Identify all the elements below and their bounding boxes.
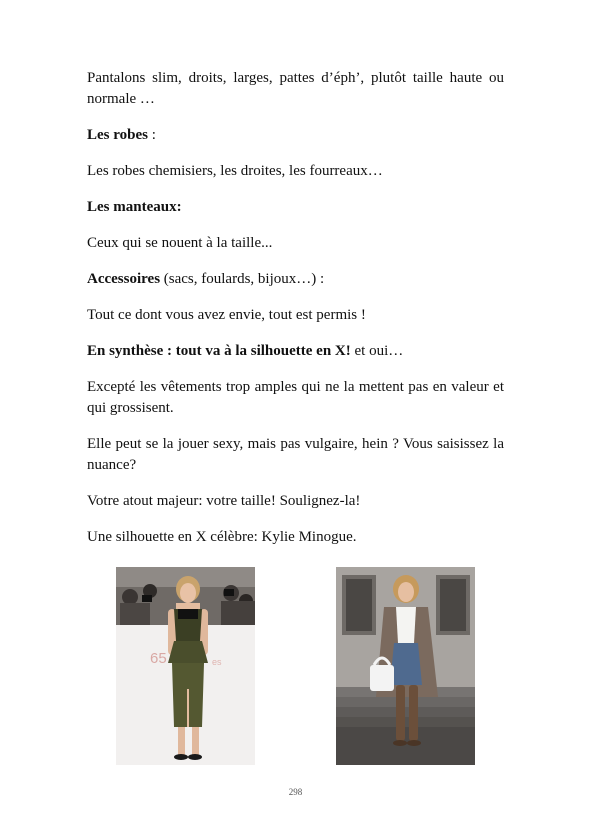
manteaux-heading: Les manteaux: <box>87 199 182 215</box>
svg-text:es: es <box>212 657 222 667</box>
paragraph-manteaux-text: Ceux qui se nouent à la taille... <box>87 235 273 251</box>
robes-heading: Les robes <box>87 127 148 143</box>
paragraph-pantalons: Pantalons slim, droits, larges, pattes d’éph’, plutôt taille haute ou normale … <box>87 70 504 107</box>
synthese-suffix: et oui… <box>350 343 404 359</box>
paragraph-atout: Votre atout majeur: votre taille! Soulignez-la! <box>87 493 361 509</box>
paragraph-sexy: Elle peut se la jouer sexy, mais pas vulgaire, hein ? Vous saisissez la nuance? <box>87 436 504 473</box>
paragraph-excepte: Excepté les vêtements trop amples qui ne la mettent pas en valeur et qui grossisent. <box>87 379 504 416</box>
paragraph-robes-text: Les robes chemisiers, les droites, les fourreaux… <box>87 163 383 179</box>
accessoires-heading: Accessoires <box>87 271 161 287</box>
backdrop-badge: 65 <box>150 650 167 667</box>
paragraph-celebre: Une silhouette en X célèbre: Kylie Minogue. <box>87 529 357 545</box>
paragraph-accessoires-text: Tout ce dont vous avez envie, tout est permis ! <box>87 307 366 323</box>
photo-olive-dress <box>116 567 255 765</box>
paragraph-accessoires-heading <box>87 269 504 290</box>
paragraph-robes-heading <box>87 125 504 146</box>
paragraph-manteaux-heading <box>87 197 504 218</box>
accessoires-suffix: (sacs, foulards, bijoux…) : <box>160 271 325 287</box>
robes-heading-suffix: : <box>147 127 156 143</box>
synthese-heading: En synthèse : tout va à la silhouette en X! <box>87 343 351 359</box>
paragraph-synthese <box>87 341 504 362</box>
page-number: 298 <box>288 787 303 797</box>
photo-denim-skirt <box>336 567 475 765</box>
body-text <box>87 68 504 563</box>
